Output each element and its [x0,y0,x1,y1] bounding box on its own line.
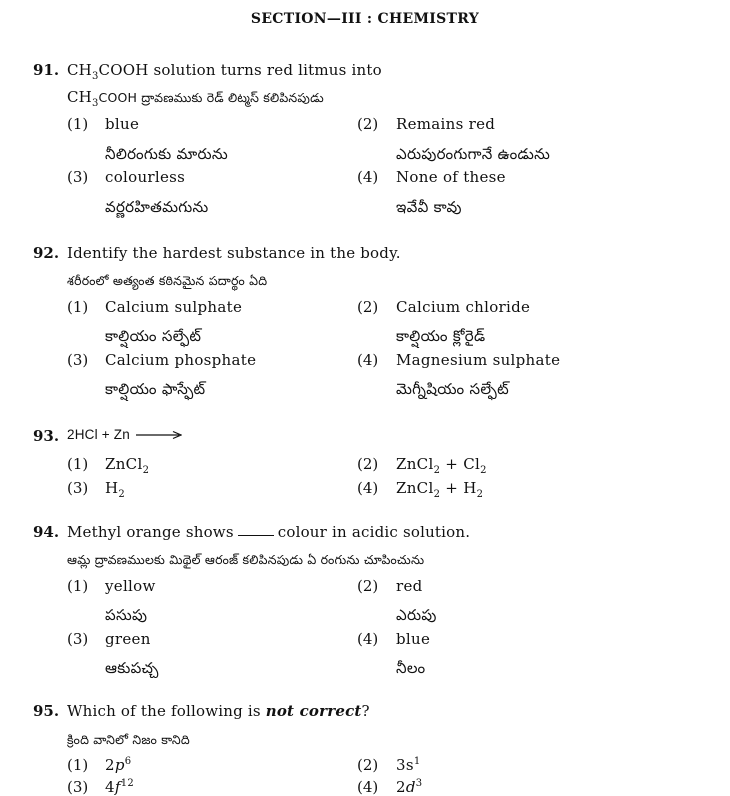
question-text-english: $CH_3COOH$ solution turns red litmus into [67,61,382,82]
option-3-formula: $H_2$ [105,479,126,500]
option-1-telugu: పసుపు [105,606,148,624]
question-number: 95. [33,702,60,720]
option-number: (3) [67,479,89,497]
option-3-english: colourless [105,168,186,186]
option-3-telugu: వర్ణరహితమగును [105,198,209,216]
option-number: (4) [357,351,379,369]
question-number: 92. [33,244,60,262]
option-number: (1) [67,298,89,316]
option-3-english: Calcium phosphate [105,351,257,369]
option-4-english: Magnesium sulphate [396,351,561,369]
question-text-telugu: శరీరంలో అత్యంత కఠినమైన పదార్థం ఏది [67,273,268,288]
option-4-telugu: ఇవేవీ కావు [396,198,462,216]
question-text-telugu: $CH_3COOH$ ద్రావణముకు రెడ్ లిట్మస్ కలిపినపుడు [67,88,324,109]
option-1-english: yellow [105,577,156,595]
option-number: (4) [357,479,379,497]
option-number: (2) [357,756,379,774]
option-number: (2) [357,455,379,473]
option-1-english: blue [105,115,140,133]
option-number: (2) [357,298,379,316]
option-2-telugu: కాల్షియం క్లోరైడ్ [396,327,486,345]
option-number: (2) [357,577,379,595]
question-equation: 2HCl + Zn [67,427,182,442]
option-1-telugu: కాల్షియం సల్ఫేట్ [105,327,202,345]
question-text-english: Which of the following is not correct? [67,702,370,720]
option-4-formula: ZnCl$_2$ + $H_2$ [396,479,484,500]
option-number: (4) [357,168,379,186]
question-text-english: Identify the hardest substance in the body. [67,244,401,262]
option-1-orbital: $2p^6$ [105,756,132,774]
option-1-telugu: నీలిరంగుకు మారును [105,145,228,163]
option-number: (4) [357,630,379,648]
option-4-english: None of these [396,168,506,186]
option-number: (3) [67,778,89,796]
reaction-arrow-icon [136,430,182,440]
option-number: (1) [67,577,89,595]
option-number: (2) [357,115,379,133]
option-4-english: blue [396,630,431,648]
option-2-english: Calcium chloride [396,298,531,316]
option-2-english: red [396,577,423,595]
option-3-english: green [105,630,151,648]
option-2-telugu: ఎరుపురంగుగానే ఉండును [396,145,551,163]
option-4-telugu: నీలం [396,659,426,677]
option-1-formula: ZnCl$_2$ [105,455,150,476]
option-3-telugu: కాల్షియం ఫాస్ఫేట్ [105,380,206,398]
fill-in-blank [238,535,274,536]
question-text-english: Methyl orange shows colour in acidic solution. [67,523,471,541]
option-2-formula: ZnCl$_2$ + $Cl_2$ [396,455,487,476]
option-number: (3) [67,351,89,369]
question-text-telugu: ఆమ్ల ద్రావణములకు మిథైల్ ఆరంజ్ కలిపినపుడు ఏ రంగును చూపించును [67,552,425,567]
option-3-telugu: ఆకుపచ్చ [105,659,159,677]
option-3-orbital: $4f^{12}$ [105,778,135,796]
option-number: (1) [67,756,89,774]
question-text-telugu: క్రింది వానిలో నిజం కానిది [67,732,190,747]
section-title: SECTION—III : CHEMISTRY [250,11,480,27]
option-number: (1) [67,115,89,133]
option-1-english: Calcium sulphate [105,298,243,316]
option-4-telugu: మెగ్నీషియం సల్ఫేట్ [396,380,509,398]
option-2-orbital: $3s^1$ [396,756,421,774]
option-number: (3) [67,630,89,648]
question-number: 93. [33,427,60,445]
question-number: 94. [33,523,60,541]
option-2-english: Remains red [396,115,496,133]
option-number: (3) [67,168,89,186]
option-number: (1) [67,455,89,473]
option-2-telugu: ఎరుపు [396,606,437,624]
option-number: (4) [357,778,379,796]
option-4-orbital: $2d^3$ [396,778,423,796]
question-number: 91. [33,61,60,79]
